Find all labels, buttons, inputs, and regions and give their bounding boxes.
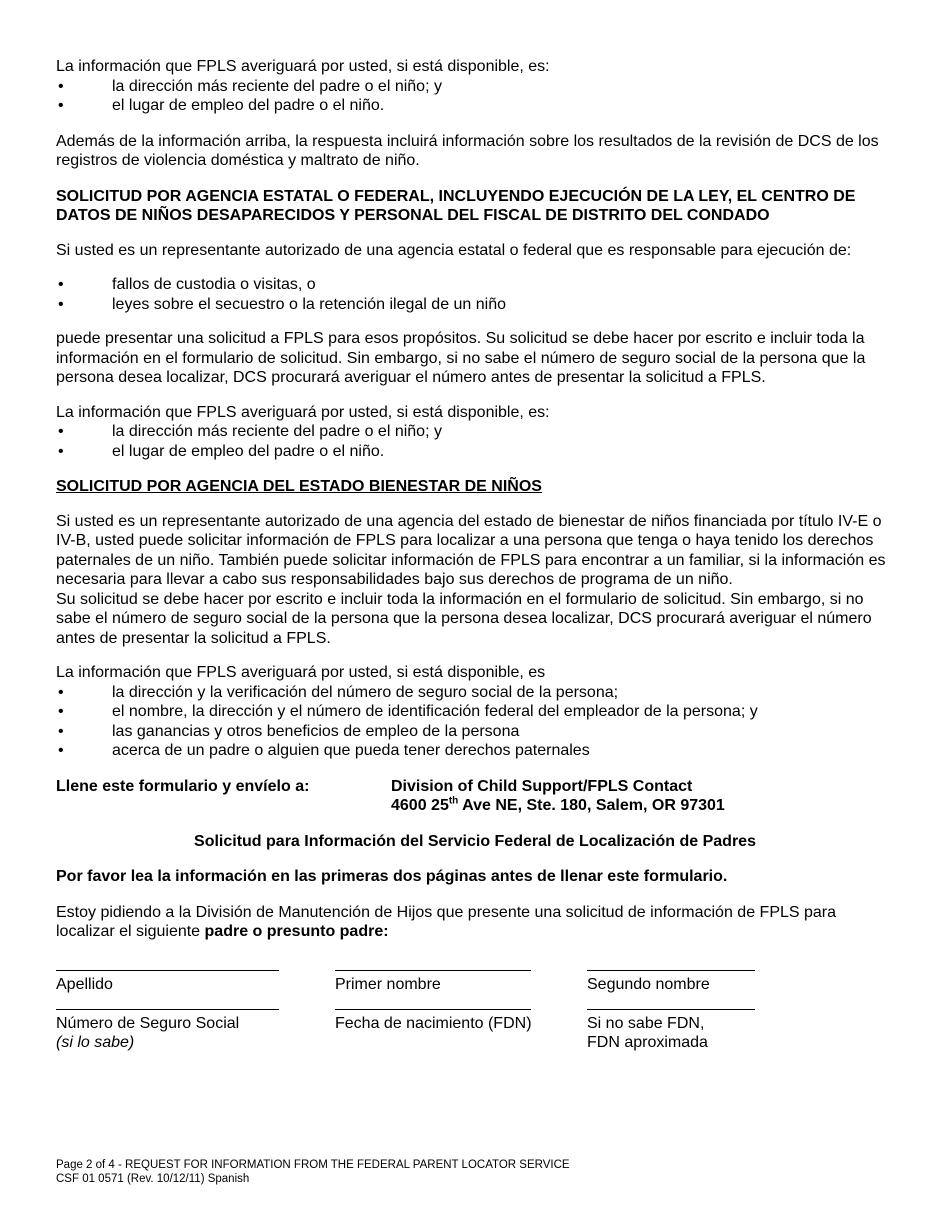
list-item: • la dirección más reciente del padre o el niño; y: [56, 77, 894, 97]
list-item: • leyes sobre el secuestro o la retención ilegal de un niño: [56, 295, 894, 315]
first-name-label: Primer nombre: [335, 975, 441, 993]
middle-name-field[interactable]: [587, 970, 755, 995]
footer-line-1: Page 2 of 4 - REQUEST FOR INFORMATION FROM THE FEDERAL PARENT LOCATOR SERVICE: [56, 1159, 570, 1171]
last-name-label: Apellido: [56, 975, 113, 993]
state-federal-bullet-list: [56, 275, 894, 314]
list-item: • el nombre, la dirección y el número de identificación federal del empleador de la persona; y: [56, 702, 894, 722]
page-footer: [56, 1158, 570, 1186]
first-name-field[interactable]: [335, 970, 531, 995]
last-name-field[interactable]: [56, 970, 279, 995]
read-notice: Por favor lea la información en las primeras dos páginas antes de llenar este formulario.: [56, 868, 728, 885]
list-item: • fallos de custodia o visitas, o: [56, 275, 894, 295]
request-statement: Estoy pidiendo a la División de Manutención de Hijos que presente una solicitud de información de FPLS para localizar el siguiente padre o presunto padre:: [56, 903, 837, 940]
state-federal-info-line: La información que FPLS averiguará por usted, si está disponible, es:: [56, 403, 550, 421]
dob-label: Fecha de nacimiento (FDN): [335, 1014, 532, 1032]
address-line-1: Division of Child Support/FPLS Contact: [391, 777, 693, 795]
footer-line-2: CSF 01 0571 (Rev. 10/12/11) Spanish: [56, 1173, 250, 1185]
state-federal-heading: SOLICITUD POR AGENCIA ESTATAL O FEDERAL, INCLUYENDO EJECUCIÓN DE LA LEY, EL CENTRO DE DATOS DE NIÑOS DESAPARECIDOS Y PERSONAL DEL FISCAL DE DISTRITO DEL CONDADO: [56, 187, 856, 224]
intro-info-line: La información que FPLS averiguará por usted, si está disponible, es:: [56, 58, 550, 75]
intro-bullet-list: [56, 77, 894, 116]
ssn-field[interactable]: [56, 1009, 279, 1053]
welfare-info-line: La información que FPLS averiguará por usted, si está disponible, es: [56, 664, 546, 681]
list-item: • el lugar de empleo del padre o el niño.: [56, 96, 894, 116]
ssn-note: (si lo sabe): [56, 1034, 135, 1051]
send-to-label: Llene este formulario y envíelo a:: [56, 777, 310, 795]
list-item: • acerca de un padre o alguien que pueda tener derechos paternales: [56, 741, 894, 761]
document-page: [56, 57, 894, 1070]
dob-field[interactable]: [335, 1009, 531, 1034]
form-title: Solicitud para Información del Servicio Federal de Localización de Padres: [194, 832, 756, 850]
dcs-paragraph: Además de la información arriba, la respuesta incluirá información sobre los resultados de la revisión de DCS de los registros de violencia doméstica y maltrato de niño.: [56, 132, 879, 169]
welfare-paragraph-1: Si usted es un representante autorizado de una agencia del estado de bienestar de niños financiada por título IV-E o IV-B, usted puede solicitar información de FPLS para localizar a una persona que tenga o haya tenido los derechos paternales de un niño. También puede solicitar información de FPLS para encontrar a un familiar, si la información es necesaria para llevar a cabo sus responsabilidades bajo sus derechos de programa de un niño.: [56, 512, 886, 588]
middle-name-label: Segundo nombre: [587, 975, 710, 993]
list-item: • las ganancias y otros beneficios de empleo de la persona: [56, 722, 894, 742]
state-federal-info-bullets: [56, 422, 894, 461]
approx-dob-field[interactable]: [587, 1009, 755, 1053]
welfare-heading: SOLICITUD POR AGENCIA DEL ESTADO BIENESTAR DE NIÑOS: [56, 478, 542, 495]
ssn-label: Número de Seguro Social: [56, 1014, 240, 1032]
welfare-info-bullets: [56, 683, 894, 761]
state-federal-paragraph: puede presentar una solicitud a FPLS para esos propósitos. Su solicitud se debe hacer por escrito e incluir toda la información en el formulario de solicitud. Sin embargo, si no sabe el número de seguro social de la persona que la persona desea localizar, DCS procurará averiguar el número antes de presentar la solicitud a FPLS.: [56, 330, 866, 386]
list-item: • el lugar de empleo del padre o el niño.: [56, 442, 894, 462]
approx-dob-label-1: Si no sabe FDN,: [587, 1014, 705, 1032]
list-item: • la dirección y la verificación del número de seguro social de la persona;: [56, 683, 894, 703]
send-to-block: [56, 777, 894, 816]
welfare-paragraph-2: Su solicitud se debe hacer por escrito e incluir toda la información en el formulario de solicitud. Sin embargo, si no sabe el número de seguro social de la persona que la persona desea localizar, DCS procurará averiguar el número antes de presentar la solicitud a FPLS.: [56, 590, 872, 647]
address-line-2: 4600 25th Ave NE, Ste. 180, Salem, OR 97301: [391, 795, 725, 814]
list-item: • la dirección más reciente del padre o el niño; y: [56, 422, 894, 442]
state-federal-intro: Si usted es un representante autorizado de una agencia estatal o federal que es responsable para ejecución de:: [56, 241, 852, 259]
parent-info-fields: [56, 970, 894, 1070]
send-to-address: [391, 777, 725, 816]
approx-dob-label-2: FDN aproximada: [587, 1034, 708, 1051]
